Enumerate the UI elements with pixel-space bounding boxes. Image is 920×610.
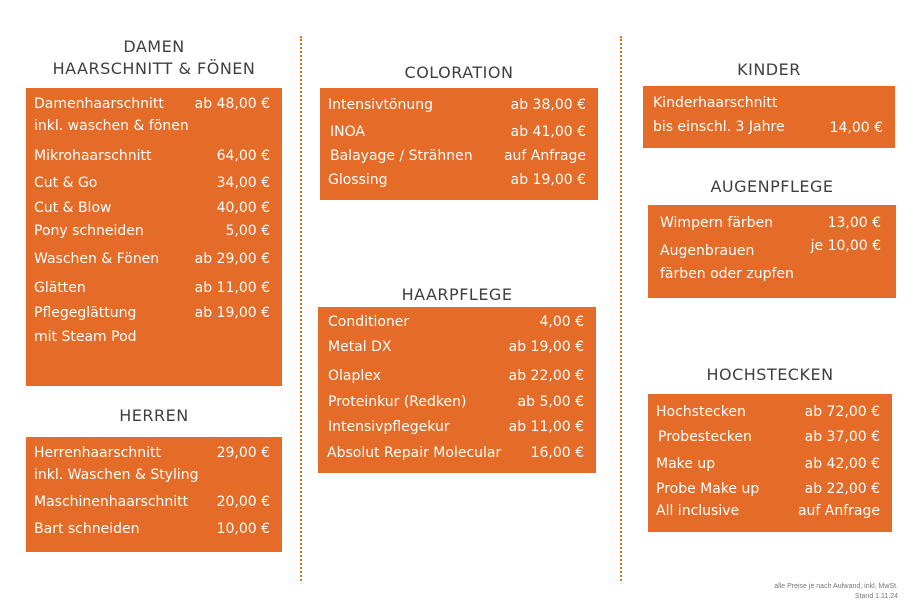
section-heading-hochstecken: HOCHSTECKEN bbox=[706, 365, 834, 384]
section-heading-haarpflege: HAARPFLEGE bbox=[401, 285, 513, 304]
price-box-haarpflege: Conditioner 4,00 € Metal DX ab 19,00 € Olaplex ab 22,00 € Proteinkur (Redken) ab 5,00 € Intensivpflegekur ab 11,00 € Absolut Repair Molecular 16,00 € bbox=[318, 307, 596, 473]
column-divider-left bbox=[300, 36, 302, 581]
price-box-damen: Damenhaarschnitt ab 48,00 € inkl. waschen & fönen Mikrohaarschnitt 64,00 € Cut & Go 34,00 € Cut & Blow 40,00 € Pony schneiden 5,00 € Waschen & Fönen ab 29,00 € Glätten ab 11,00 € Pflegeglättung ab 19,00 € mit Steam Pod bbox=[26, 88, 282, 386]
section-heading-kinder: KINDER bbox=[737, 60, 801, 79]
price-box-hochstecken: Hochstecken ab 72,00 € Probestecken ab 37,00 € Make up ab 42,00 € Probe Make up ab 22,00 € All inclusive auf Anfrage bbox=[648, 394, 892, 532]
damen-title-line2: HAARSCHNITT & FÖNEN bbox=[52, 59, 256, 78]
footer-line1: alle Preise je nach Aufwand, inkl. MwSt. bbox=[774, 583, 898, 590]
section-heading-augenpflege: AUGENPFLEGE bbox=[710, 177, 834, 196]
price-box-coloration: Intensivtönung ab 38,00 € INOA ab 41,00 € Balayage / Strähnen auf Anfrage Glossing ab 19,00 € bbox=[320, 88, 598, 200]
section-heading-coloration: COLORATION bbox=[404, 63, 514, 82]
section-heading-herren: HERREN bbox=[119, 406, 189, 425]
footer-note bbox=[774, 582, 898, 602]
section-heading-damen bbox=[26, 36, 282, 80]
price-box-kinder: Kinderhaarschnitt bis einschl. 3 Jahre 14,00 € bbox=[643, 86, 895, 148]
damen-title-line1: DAMEN bbox=[123, 37, 185, 56]
column-divider-right bbox=[620, 36, 622, 581]
price-box-augenpflege: Wimpern färben 13,00 € Augenbrauen färben oder zupfen je 10,00 € bbox=[648, 205, 896, 298]
footer-line2: Stand 1.11.24 bbox=[854, 593, 898, 600]
price-box-herren: Herrenhaarschnitt 29,00 € inkl. Waschen & Styling Maschinenhaarschnitt 20,00 € Bart schneiden 10,00 € bbox=[26, 437, 282, 552]
